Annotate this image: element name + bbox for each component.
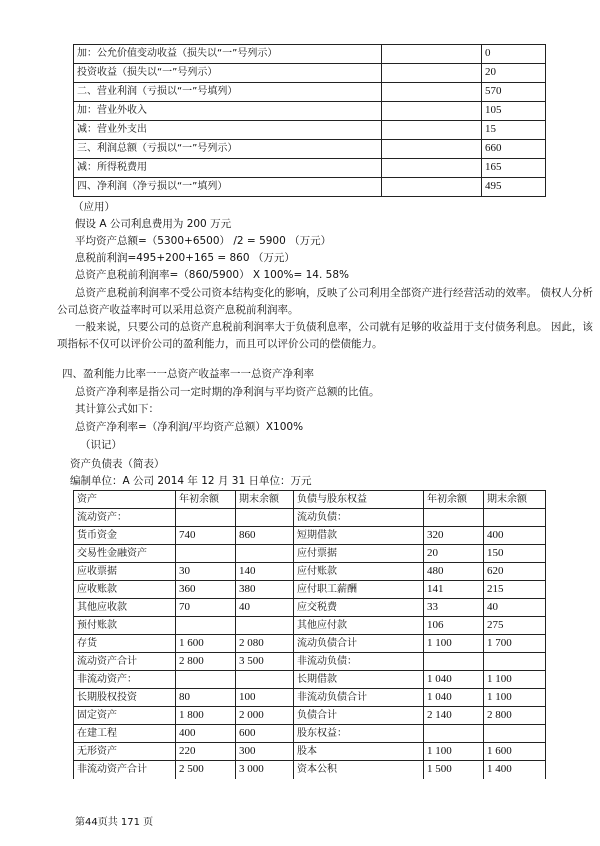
- liability-equity-name-cell: 应付票据: [294, 545, 424, 563]
- asset-opening-balance-cell: 220: [176, 743, 236, 761]
- liability-opening-balance-cell: 1 100: [424, 635, 484, 653]
- asset-closing-balance-cell: [236, 671, 294, 689]
- asset-name-cell: 无形资产: [74, 743, 176, 761]
- asset-name-cell: 应收账款: [74, 581, 176, 599]
- income-item-amount: 105: [482, 102, 546, 121]
- liability-opening-balance-cell: 1 100: [424, 743, 484, 761]
- roa-definition: 总资产净利率是指公司一定时期的净利润与平均资产总额的比值。: [75, 386, 380, 398]
- liability-opening-balance-cell: 1 040: [424, 689, 484, 707]
- income-item-amount: 20: [482, 64, 546, 83]
- asset-closing-balance-cell: 3 500: [236, 653, 294, 671]
- asset-name-cell: 非流动资产：: [74, 671, 176, 689]
- income-blank-cell: [382, 159, 482, 178]
- income-table-row: [74, 64, 546, 83]
- income-table-row: [74, 83, 546, 102]
- asset-opening-balance-cell: [176, 617, 236, 635]
- balance-table-row: [74, 527, 546, 545]
- balance-sheet-table: [73, 490, 546, 779]
- header-liability-closing: 期末余额: [484, 491, 546, 509]
- asset-closing-balance-cell: 2 000: [236, 707, 294, 725]
- income-item-amount: 15: [482, 121, 546, 140]
- liability-equity-name-cell: 流动负债：: [294, 509, 424, 527]
- asset-name-cell: 其他应收款: [74, 599, 176, 617]
- asset-closing-balance-cell: 860: [236, 527, 294, 545]
- asset-opening-balance-cell: 1 800: [176, 707, 236, 725]
- ebit-ratio-calc: 总资产息税前利润率=（860/5900） X 100%= 14. 58%: [75, 269, 349, 281]
- header-asset-opening: 年初余额: [176, 491, 236, 509]
- ebit-calc: 息税前利润=495+200+165 = 860 （万元）: [75, 252, 295, 264]
- income-item-label: 投资收益（损失以“一”号列示）: [74, 64, 382, 83]
- asset-closing-balance-cell: 40: [236, 599, 294, 617]
- income-item-amount: 0: [482, 45, 546, 64]
- liability-closing-balance-cell: [484, 509, 546, 527]
- liability-closing-balance-cell: [484, 653, 546, 671]
- income-statement-table: [73, 44, 546, 197]
- balance-table-row: [74, 725, 546, 743]
- application-tag: （应用）: [73, 201, 115, 213]
- asset-name-cell: 交易性金融资产: [74, 545, 176, 563]
- income-item-amount: 495: [482, 178, 546, 197]
- income-blank-cell: [382, 45, 482, 64]
- liability-equity-name-cell: 应交税费: [294, 599, 424, 617]
- liability-equity-name-cell: 股本: [294, 743, 424, 761]
- memorize-tag: （识记）: [80, 439, 122, 451]
- liability-opening-balance-cell: 141: [424, 581, 484, 599]
- income-table-row: [74, 45, 546, 64]
- liability-closing-balance-cell: 1 700: [484, 635, 546, 653]
- asset-opening-balance-cell: [176, 509, 236, 527]
- asset-opening-balance-cell: 360: [176, 581, 236, 599]
- liability-closing-balance-cell: 40: [484, 599, 546, 617]
- liability-equity-name-cell: 资本公积: [294, 761, 424, 779]
- asset-name-cell: 货币资金: [74, 527, 176, 545]
- liability-opening-balance-cell: 20: [424, 545, 484, 563]
- liability-closing-balance-cell: 1 400: [484, 761, 546, 779]
- asset-closing-balance-cell: [236, 509, 294, 527]
- liability-opening-balance-cell: [424, 509, 484, 527]
- income-item-label: 加：营业外收入: [74, 102, 382, 121]
- asset-opening-balance-cell: 70: [176, 599, 236, 617]
- balance-table-row: [74, 545, 546, 563]
- liability-closing-balance-cell: 620: [484, 563, 546, 581]
- balance-table-row: [74, 761, 546, 779]
- income-item-label: 减：营业外支出: [74, 121, 382, 140]
- asset-opening-balance-cell: 2 500: [176, 761, 236, 779]
- income-item-label: 减：所得税费用: [74, 159, 382, 178]
- average-assets-calc: 平均资产总额=（5300+6500） /2 = 5900 （万元）: [75, 235, 332, 247]
- balance-header-row: [74, 491, 546, 509]
- header-asset-closing: 期末余额: [236, 491, 294, 509]
- asset-closing-balance-cell: 3 000: [236, 761, 294, 779]
- asset-opening-balance-cell: 30: [176, 563, 236, 581]
- paragraph-1-line-2: 公司总资产收益率时可以采用总资产息税前利润率。: [57, 304, 299, 316]
- asset-closing-balance-cell: 600: [236, 725, 294, 743]
- liability-closing-balance-cell: 215: [484, 581, 546, 599]
- liability-equity-name-cell: 非流动负债合计: [294, 689, 424, 707]
- balance-table-row: [74, 671, 546, 689]
- income-item-label: 加：公允价值变动收益（损失以“一”号列示）: [74, 45, 382, 64]
- income-table-row: [74, 102, 546, 121]
- asset-name-cell: 流动资产：: [74, 509, 176, 527]
- asset-name-cell: 非流动资产合计: [74, 761, 176, 779]
- asset-opening-balance-cell: 1 600: [176, 635, 236, 653]
- income-item-label: 二、营业利润（亏损以“一”号填列）: [74, 83, 382, 102]
- balance-table-row: [74, 617, 546, 635]
- liability-opening-balance-cell: 320: [424, 527, 484, 545]
- asset-name-cell: 流动资产合计: [74, 653, 176, 671]
- header-liabilities-equity: 负债与股东权益: [294, 491, 424, 509]
- liability-closing-balance-cell: 275: [484, 617, 546, 635]
- asset-name-cell: 存货: [74, 635, 176, 653]
- liability-equity-name-cell: 流动负债合计: [294, 635, 424, 653]
- asset-opening-balance-cell: [176, 671, 236, 689]
- income-blank-cell: [382, 140, 482, 159]
- balance-table-row: [74, 599, 546, 617]
- asset-name-cell: 预付账款: [74, 617, 176, 635]
- balance-sheet-unit-line: 编制单位：A 公司 2014 年 12 月 31 日单位：万元: [70, 475, 312, 487]
- income-table-body: [74, 45, 546, 197]
- liability-opening-balance-cell: [424, 653, 484, 671]
- income-item-label: 四、净利润（净亏损以“一”填列）: [74, 178, 382, 197]
- asset-name-cell: 应收票据: [74, 563, 176, 581]
- asset-name-cell: 在建工程: [74, 725, 176, 743]
- liability-closing-balance-cell: 1 100: [484, 671, 546, 689]
- income-blank-cell: [382, 121, 482, 140]
- balance-table-row: [74, 581, 546, 599]
- income-blank-cell: [382, 83, 482, 102]
- income-table-row: [74, 159, 546, 178]
- liability-closing-balance-cell: 1 600: [484, 743, 546, 761]
- liability-opening-balance-cell: 106: [424, 617, 484, 635]
- balance-table-row: [74, 653, 546, 671]
- liability-closing-balance-cell: 1 100: [484, 689, 546, 707]
- liability-equity-name-cell: 负债合计: [294, 707, 424, 725]
- formula-intro: 其计算公式如下：: [75, 403, 159, 415]
- liability-closing-balance-cell: [484, 725, 546, 743]
- balance-table-row: [74, 743, 546, 761]
- liability-opening-balance-cell: [424, 725, 484, 743]
- income-item-label: 三、利润总额（亏损以“一”号列示）: [74, 140, 382, 159]
- asset-closing-balance-cell: 2 080: [236, 635, 294, 653]
- liability-closing-balance-cell: 150: [484, 545, 546, 563]
- balance-table-body: [74, 491, 546, 779]
- asset-closing-balance-cell: 380: [236, 581, 294, 599]
- asset-name-cell: 长期股权投资: [74, 689, 176, 707]
- paragraph-1-line-1: 总资产息税前利润率不受公司资本结构变化的影响，反映了公司利用全部资产进行经营活动的效率。 债权人分析: [75, 287, 593, 299]
- liability-equity-name-cell: 长期借款: [294, 671, 424, 689]
- liability-equity-name-cell: 其他应付款: [294, 617, 424, 635]
- liability-equity-name-cell: 短期借款: [294, 527, 424, 545]
- liability-opening-balance-cell: 1 500: [424, 761, 484, 779]
- income-table-row: [74, 121, 546, 140]
- header-assets: 资产: [74, 491, 176, 509]
- income-blank-cell: [382, 178, 482, 197]
- income-item-amount: 165: [482, 159, 546, 178]
- balance-table-row: [74, 509, 546, 527]
- liability-opening-balance-cell: 480: [424, 563, 484, 581]
- income-blank-cell: [382, 102, 482, 121]
- balance-table-row: [74, 635, 546, 653]
- roa-formula: 总资产净利率=（净利润/平均资产总额）X100%: [75, 421, 304, 433]
- asset-name-cell: 固定资产: [74, 707, 176, 725]
- asset-opening-balance-cell: 740: [176, 527, 236, 545]
- liability-equity-name-cell: 非流动负债：: [294, 653, 424, 671]
- balance-table-row: [74, 689, 546, 707]
- income-item-amount: 660: [482, 140, 546, 159]
- asset-closing-balance-cell: 100: [236, 689, 294, 707]
- asset-closing-balance-cell: 140: [236, 563, 294, 581]
- asset-closing-balance-cell: 300: [236, 743, 294, 761]
- section-4-heading: 四、盈利能力比率一一总资产收益率一一总资产净利率: [62, 368, 314, 380]
- paragraph-2-line-1: 一般来说，只要公司的总资产息税前利润率大于负债利息率，公司就有足够的收益用于支付债务利息。 因此，该: [75, 321, 593, 333]
- liability-equity-name-cell: 应付职工薪酬: [294, 581, 424, 599]
- liability-opening-balance-cell: 1 040: [424, 671, 484, 689]
- liability-closing-balance-cell: 400: [484, 527, 546, 545]
- asset-closing-balance-cell: [236, 617, 294, 635]
- asset-closing-balance-cell: [236, 545, 294, 563]
- asset-opening-balance-cell: [176, 545, 236, 563]
- asset-opening-balance-cell: 80: [176, 689, 236, 707]
- asset-opening-balance-cell: 2 800: [176, 653, 236, 671]
- balance-table-row: [74, 707, 546, 725]
- liability-opening-balance-cell: 2 140: [424, 707, 484, 725]
- page-footer: 第44页共 171 页: [75, 817, 154, 828]
- liability-equity-name-cell: 应付账款: [294, 563, 424, 581]
- income-table-row: [74, 140, 546, 159]
- interest-assumption: 假设 A 公司利息费用为 200 万元: [75, 218, 232, 230]
- asset-opening-balance-cell: 400: [176, 725, 236, 743]
- liability-equity-name-cell: 股东权益：: [294, 725, 424, 743]
- liability-closing-balance-cell: 2 800: [484, 707, 546, 725]
- liability-opening-balance-cell: 33: [424, 599, 484, 617]
- income-item-amount: 570: [482, 83, 546, 102]
- balance-sheet-title: 资产负债表（简表）: [70, 458, 165, 470]
- paragraph-2-line-2: 项指标不仅可以评价公司的盈利能力，而且可以评价公司的偿债能力。: [57, 338, 383, 350]
- income-blank-cell: [382, 64, 482, 83]
- header-liability-opening: 年初余额: [424, 491, 484, 509]
- income-table-row: [74, 178, 546, 197]
- balance-table-row: [74, 563, 546, 581]
